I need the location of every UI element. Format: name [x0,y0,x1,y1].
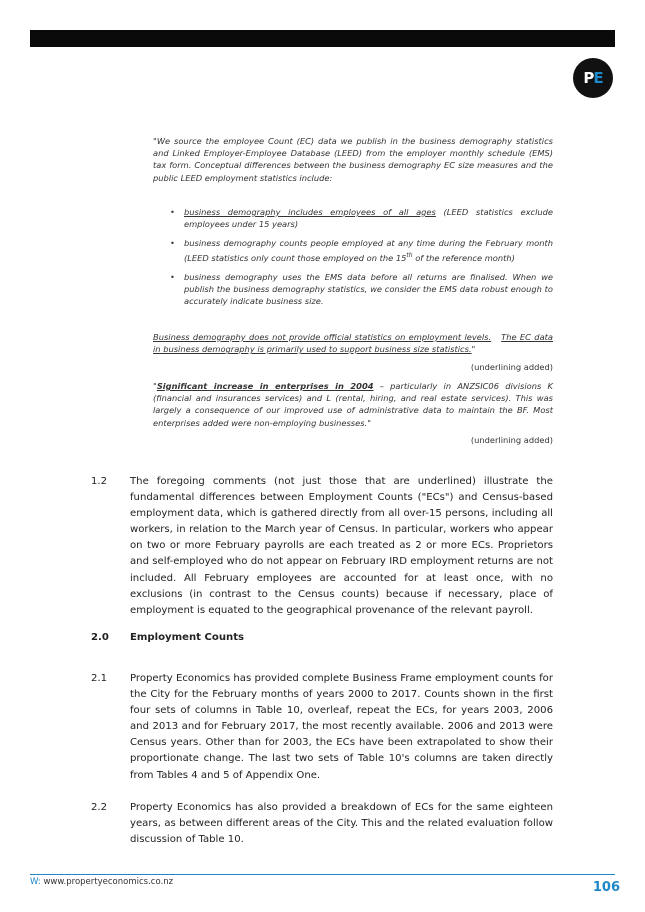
bullet-icon: • [170,271,175,282]
section-number: 2.1 [91,673,108,684]
underlining-note: (underlining added) [470,362,553,372]
quote-second: "Significant increase in enterprises in 2004 – particularly in ANZSIC06 divisions K (financial and insurances services) and L (rental, hiring, and real estate services). This was largely a consequence of our improved use of administrative data to maintain the BF. Most enterprises added were non-employing businesses." [153,381,553,428]
quote-intro: "We source the employee Count (EC) data we publish in the business demography statistics and Linked Employer-Employee Database (LEED) from the employer monthly schedule (EMS) tax form. Conceptual differences between the business demography EC size measures and the public LEED employment statistics include: [153,136,553,183]
underlining-note-2: (underlining added) [470,435,553,445]
section-heading: Employment Counts [130,632,245,643]
property-economics-logo: PE [573,58,613,98]
section-text: Property Economics has provided complete Business Frame employment counts for the City for the February months of years 2000 to 2017. Counts shown in the first four sets of columns in Table 10, overleaf, repeat the ECs, for years 2003, 2006 and 2013 and for February 2017, the most recently available. 2006 and 2013 were Census years. Other than for 2003, the ECs have been extrapolated to show their proportionate change. The last two sets of Table 10's columns are taken directly from Tables 4 and 5 of Appendix One. [130,673,553,781]
section-number: 2.2 [91,802,108,813]
page-number: 106 [592,880,620,895]
bullet-icon: • [170,207,175,217]
footer-divider [30,874,615,875]
quote-closing: Business demography does not provide official statistics on employment levels. The EC data in business demography is primarily used to support business size statistics." [153,332,553,355]
quote-bullet-list [153,206,553,314]
section-2-0 [91,630,553,646]
section-text: Property Economics has also provided a breakdown of ECs for the same eighteen years, as between different areas of the City. This and the related evaluation follow discussion of Table 10. [130,802,553,846]
section-number: 1.2 [91,476,108,487]
bullet-icon: • [170,238,175,249]
quote-bullet-item: • business demography includes employees of all ages (LEED statistics exclude employees under 15 years) [170,207,554,230]
footer-website[interactable]: W: www.propertyeconomics.co.nz [30,877,174,887]
section-text: The foregoing comments (not just those that are underlined) illustrate the fundamental differences between Employment Counts ("ECs") and Census-based employment data, which is gathered directly from all over-15 persons, including all workers, in relation to the March year of Census. In particular, workers who appear on two or more February payrolls are each treated as 2 or more ECs. Proprietors and self-employed who do not appear on February IRD employment returns are not included. All February employees are accounted for at least once, with no exclusions (in contrast to the Census counts) because if necessary, place of employment is equated to the geographical provenance of the relevant payroll. [130,476,553,616]
quote-bullet-item: • business demography uses the EMS data before all returns are finalised. When we publish the business demography statistics, we consider the EMS data robust enough to accurately indicate business size. [170,271,553,306]
quote-bullet-item: • business demography counts people employed at any time during the February month (LEED statistics only count those employed on the 15th of the reference month) [170,238,553,263]
section-1-2 [91,474,553,619]
section-2-2 [91,800,553,848]
header-bar [30,30,615,47]
section-2-1 [91,671,553,784]
section-number: 2.0 [91,632,109,643]
